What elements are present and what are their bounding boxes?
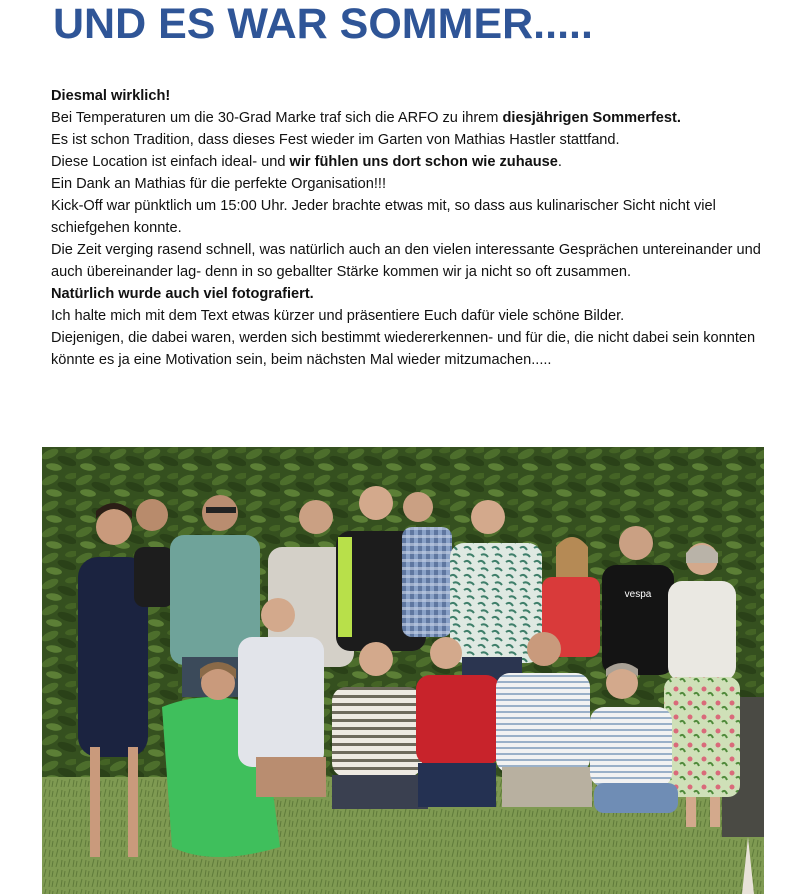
paragraph-text: . xyxy=(557,154,562,170)
intro-line xyxy=(51,85,771,107)
paragraph-emphasis: diesjährigen Sommerfest. xyxy=(502,110,681,126)
paragraph: Ein Dank an Mathias für die perfekte Organisation!!! xyxy=(51,176,387,192)
paragraph-text: Bei Temperaturen um die 30-Grad Marke traf sich die ARFO zu ihrem xyxy=(51,110,503,126)
paragraph: Kick-Off war pünktlich um 15:00 Uhr. Jeder brachte etwas mit, so dass aus kulinarischer Sicht nicht viel schiefgehen konnte. xyxy=(51,198,716,236)
paragraph xyxy=(51,107,771,129)
paragraph: Diejenigen, die dabei waren, werden sich bestimmt wiedererkennen- und für die, die nicht dabei sein konnten könnte es ja eine Motivation sein, beim nächsten Mal wieder mitzumachen..... xyxy=(51,330,756,368)
group-photo-illustration xyxy=(42,447,764,894)
paragraph xyxy=(51,151,771,173)
paragraph xyxy=(51,283,771,305)
shirt-print: vespa xyxy=(624,589,652,600)
article-body xyxy=(51,85,771,371)
intro-text: Diesmal wirklich! xyxy=(51,88,171,104)
paragraph-emphasis: wir fühlen uns dort schon wie zuhause xyxy=(289,154,558,170)
group-photo xyxy=(42,447,764,894)
paragraph-emphasis: Natürlich wurde auch viel fotografiert. xyxy=(51,286,314,302)
paragraph: Die Zeit verging rasend schnell, was natürlich auch an den vielen interessante Gesprächen untereinander und auch übereinander lag- denn in so geballter Stärke kommen wir ja nicht so oft zusammen. xyxy=(51,242,761,280)
paragraph: Es ist schon Tradition, dass dieses Fest wieder im Garten von Mathias Hastler stattfand. xyxy=(51,132,620,148)
paragraph-text: Diese Location ist einfach ideal- und xyxy=(51,154,290,170)
paragraph: Ich halte mich mit dem Text etwas kürzer und präsentiere Euch dafür viele schöne Bilder. xyxy=(51,308,625,324)
page-title: UND ES WAR SOMMER..... xyxy=(53,0,593,48)
